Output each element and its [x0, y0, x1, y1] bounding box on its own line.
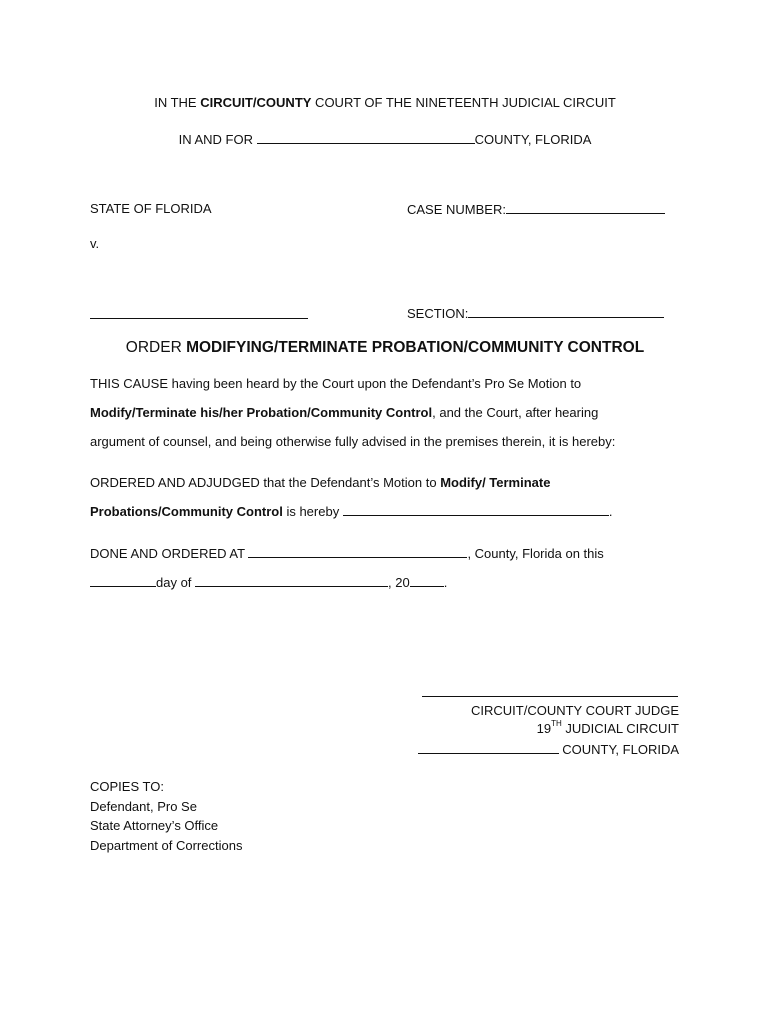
copies-block: [90, 777, 242, 855]
copies-recipient: Defendant, Pro Se: [90, 798, 197, 814]
copies-recipient: Department of Corrections: [90, 837, 243, 853]
circuit-superscript: TH: [551, 719, 562, 728]
year-blank[interactable]: [410, 574, 444, 587]
ordered-line2: [90, 503, 612, 519]
county-blank[interactable]: [257, 131, 475, 144]
order-title: [0, 339, 770, 357]
case-number: [407, 201, 665, 217]
month-blank[interactable]: [195, 574, 388, 587]
court-heading: [0, 95, 770, 110]
versus-label: v.: [90, 236, 100, 251]
circuit-number: 19: [536, 721, 552, 736]
done-location-blank[interactable]: [248, 545, 467, 558]
judge-signature-line[interactable]: [422, 696, 678, 697]
for-prefix: IN AND FOR: [178, 132, 257, 147]
court-suffix: COURT OF THE NINETEENTH JUDICIAL CIRCUIT: [311, 95, 616, 110]
order-title-prefix: ORDER: [125, 339, 187, 356]
county-heading: [0, 131, 770, 147]
for-suffix: COUNTY, FLORIDA: [474, 132, 592, 147]
section: [407, 305, 664, 321]
copies-label: COPIES TO:: [90, 779, 164, 794]
section-label: SECTION:: [407, 306, 469, 321]
judge-title: CIRCUIT/COUNTY COURT JUDGE: [470, 703, 679, 718]
judge-county-blank[interactable]: [418, 741, 559, 754]
motion-type: Modify/Terminate his/her Probation/Community Control: [90, 405, 433, 420]
done-suffix: , County, Florida on this: [467, 546, 604, 561]
year-prefix: , 20: [388, 575, 410, 590]
court-type: CIRCUIT/COUNTY: [200, 95, 312, 110]
circuit-rest: JUDICIAL CIRCUIT: [561, 721, 679, 736]
order-title-bold: MODIFYING/TERMINATE PROBATION/COMMUNITY CONTROL: [186, 339, 645, 356]
cause-paragraph-line3: argument of counsel, and being otherwise fully advised in the premises therein, it is hereby:: [90, 434, 616, 449]
judicial-circuit: [537, 721, 679, 736]
cause-paragraph-rest: , and the Court, after hearing: [432, 405, 599, 420]
done-line2: [90, 574, 447, 590]
defendant-blank[interactable]: [90, 306, 308, 322]
done-prefix: DONE AND ORDERED AT: [90, 546, 249, 561]
case-number-label: CASE NUMBER:: [407, 202, 506, 217]
year-end: .: [443, 575, 448, 590]
ordered-rest: is hereby: [282, 504, 343, 519]
ordered-end: .: [608, 504, 613, 519]
copies-recipient: State Attorney’s Office: [90, 818, 219, 833]
judge-county: [418, 741, 679, 757]
case-number-blank[interactable]: [506, 201, 665, 214]
ordered-bold: Modify/ Terminate: [440, 475, 551, 490]
ordered-subject: Probations/Community Control: [90, 504, 283, 519]
cause-paragraph-line1: THIS CAUSE having been heard by the Court upon the Defendant’s Pro Se Motion to: [90, 376, 582, 391]
judge-county-suffix: COUNTY, FLORIDA: [558, 742, 679, 757]
day-blank[interactable]: [90, 574, 156, 587]
day-label: day of: [156, 575, 196, 590]
ordered-line1: [90, 475, 550, 490]
court-prefix: IN THE: [154, 95, 201, 110]
done-line1: [90, 545, 604, 561]
plaintiff-name: STATE OF FLORIDA: [90, 201, 212, 216]
section-blank[interactable]: [468, 305, 664, 318]
cause-paragraph-line2: [90, 405, 598, 420]
ruling-blank[interactable]: [343, 503, 609, 516]
ordered-prefix: ORDERED AND ADJUDGED that the Defendant’s Motion to: [90, 475, 441, 490]
